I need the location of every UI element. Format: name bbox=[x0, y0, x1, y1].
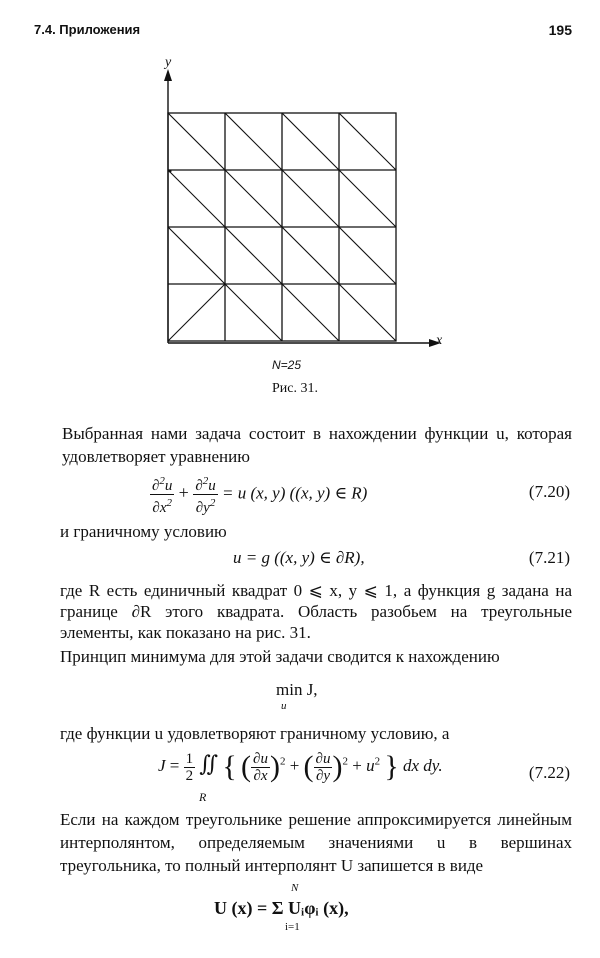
node-dot bbox=[169, 170, 172, 173]
paragraph-1: Выбранная нами задача состоит в нахождении функции u, которая удовлетворяет уравнению bbox=[62, 424, 572, 466]
equation-7-20-rhs: = u (x, y) ((x, y) ∈ R) bbox=[222, 483, 368, 503]
equation-7-22: J = $\frac{1}{2}$ ∬ { ( $\frac{\partial u}{\partial x}$ )$^2$ + ( $\frac{\partial u}{\partial y}$ )$^2 + u^2$ } dx dy. bbox=[158, 750, 443, 784]
equation-number-7-22: (7.22) bbox=[528, 763, 570, 782]
node-count-label: N=25 bbox=[272, 358, 302, 372]
equation-number-7-20: (7.20) bbox=[528, 482, 570, 501]
sum-upper-limit: N bbox=[291, 882, 299, 894]
paragraph-6: Если на каждом треугольнике решение аппроксимируется линейным интерполянтом, определяемым значениями u в вершинах треугольника, то полный интерполянт U запишется в виде bbox=[60, 810, 572, 875]
page-number: 195 bbox=[548, 22, 572, 38]
min-j-expression bbox=[276, 680, 318, 700]
min-j-text: min J, bbox=[276, 680, 318, 699]
x-axis-label: x bbox=[436, 333, 443, 348]
paragraph-2: и граничному условию bbox=[60, 522, 227, 541]
paragraph-4: Принцип минимума для этой задачи сводится к нахождению bbox=[60, 647, 500, 666]
sum-lower-limit: i=1 bbox=[285, 921, 300, 933]
y-axis-label: y bbox=[165, 55, 172, 70]
equation-7-20: $\frac{\partial^2u}{\partial x^2}$ + $\frac{\partial^2u}{\partial y^2}$ = u (x, y) ((x, y) ∈ R) bbox=[152, 475, 368, 516]
equation-number-7-21: (7.21) bbox=[528, 548, 570, 567]
equation-7-21: u = g ((x, y) ∈ ∂R), bbox=[233, 548, 365, 567]
integral-domain-r: R bbox=[199, 790, 207, 804]
paragraph-5: где функции u удовлетворяют граничному условию, а bbox=[60, 724, 450, 743]
triangular-mesh-figure bbox=[150, 55, 450, 355]
interpolant-equation: U (x) = Σ Uᵢφᵢ (x), bbox=[214, 898, 349, 918]
figure-caption: Рис. 31. bbox=[272, 381, 318, 396]
min-j-subscript: u bbox=[281, 700, 287, 712]
running-header: 7.4. Приложения bbox=[34, 22, 141, 37]
paragraph-3: где R есть единичный квадрат 0 ⩽ x, y ⩽ 1, а функция g задана на границе ∂R этого квадрата. Область разобьем на треугольные элементы, как показано на рис. 31. bbox=[60, 581, 572, 642]
